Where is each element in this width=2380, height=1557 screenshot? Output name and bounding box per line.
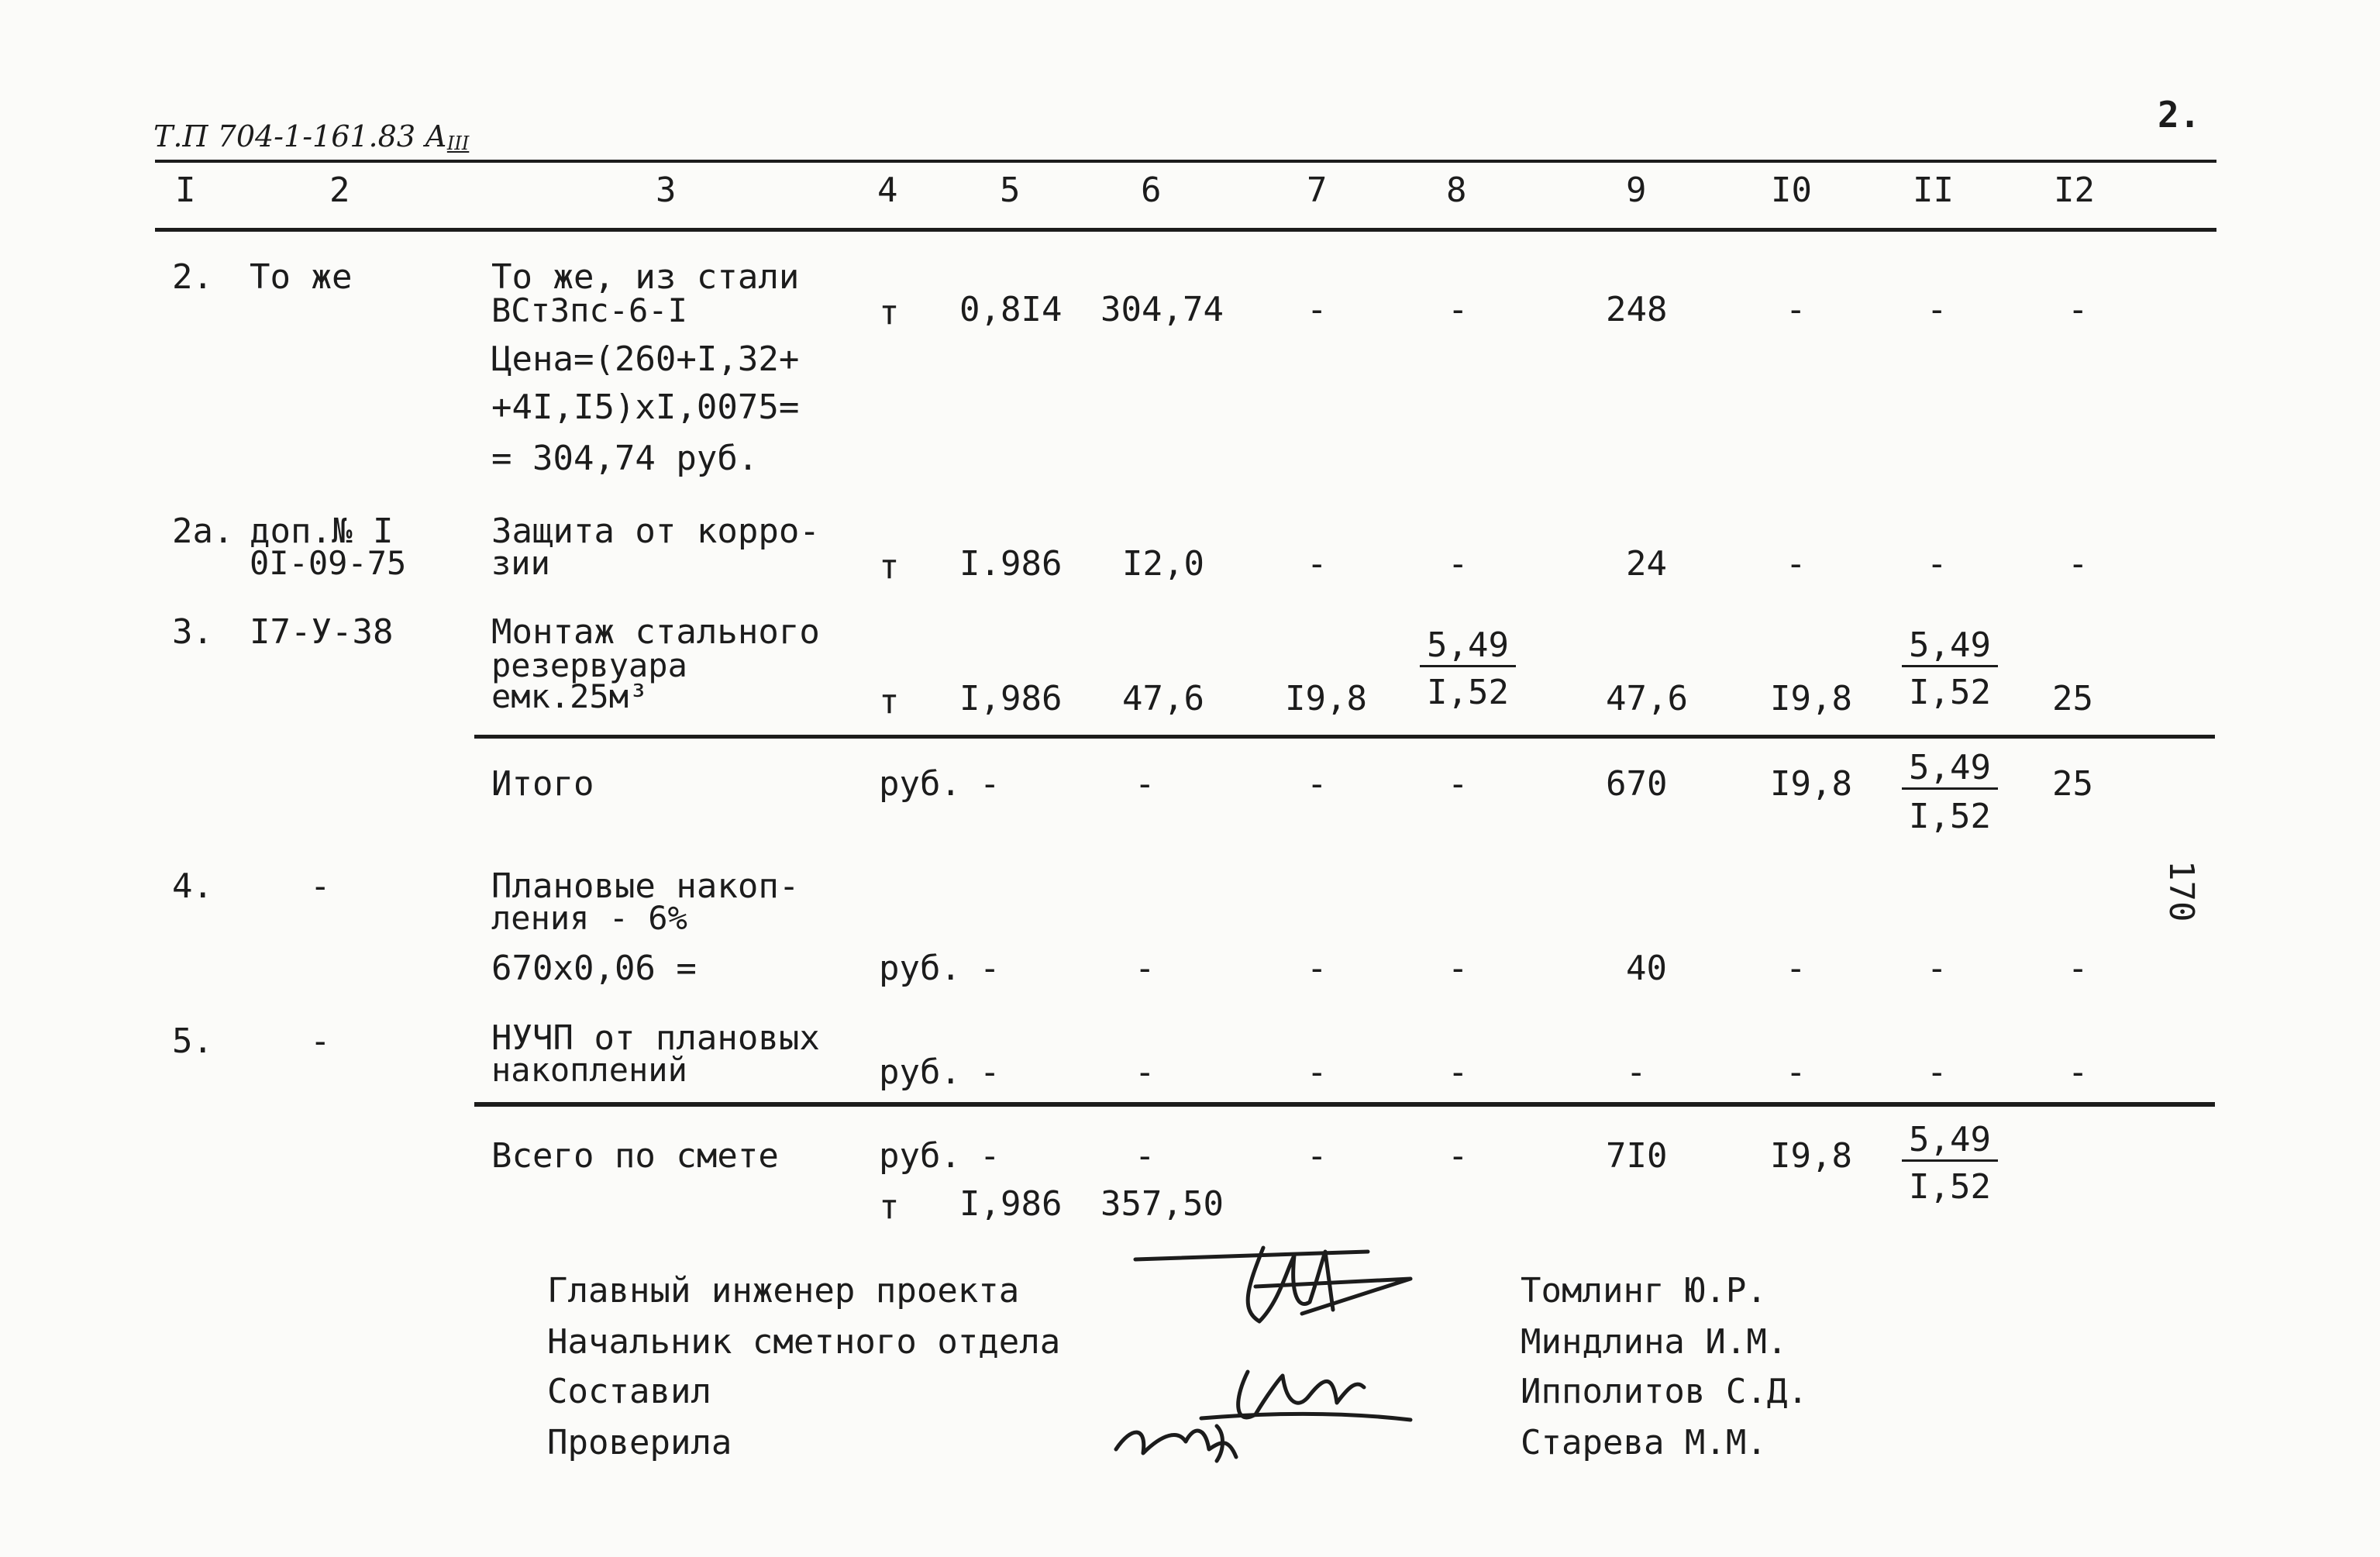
- cell-col5: -: [980, 764, 1001, 804]
- fraction-denominator: I,52: [1909, 797, 1991, 836]
- header-top-line: [155, 160, 2216, 163]
- cell-col10: I9,8: [1770, 679, 1852, 718]
- cell-col5: -: [980, 1136, 1001, 1176]
- column-number-9: 9: [1626, 171, 1647, 210]
- row-name-line: накоплений: [491, 1051, 687, 1089]
- header-bottom-line: [155, 228, 2216, 232]
- column-number-2: 2: [329, 171, 350, 210]
- row-name-line: Цена=(260+I,32+: [491, 339, 800, 379]
- unit: руб.: [879, 949, 961, 988]
- cell-col10: -: [1786, 1052, 1807, 1092]
- cell-col8-fraction: [1420, 626, 1516, 712]
- cell-col7: I9,8: [1285, 679, 1367, 718]
- row-name-line: +4I,I5)xI,0075=: [491, 388, 800, 427]
- fraction-denominator: I,52: [1427, 673, 1509, 712]
- row-name-line: зии: [491, 544, 550, 582]
- cell-col5: 0,8I4: [959, 290, 1063, 329]
- column-number-7: 7: [1307, 171, 1328, 210]
- cell-col7: -: [1307, 1052, 1328, 1092]
- cell-col6: -: [1135, 1052, 1156, 1092]
- cell-col9: 248: [1606, 290, 1668, 329]
- row-number: 4.: [172, 866, 213, 906]
- cell-col8: -: [1448, 1136, 1469, 1176]
- signature-role: Начальник сметного отдела: [547, 1322, 1061, 1362]
- fraction-numerator: 5,49: [1902, 749, 1998, 790]
- cell-col5: I.986: [959, 544, 1063, 584]
- cell-col11-fraction: [1902, 749, 1998, 836]
- document-code-main: Т.П 704-1-161.83 А: [153, 119, 447, 153]
- unit: руб.: [879, 764, 961, 804]
- cell-col10: -: [1786, 544, 1807, 584]
- signature-role: Главный инженер проекта: [547, 1271, 1020, 1311]
- fraction-numerator: 5,49: [1420, 626, 1516, 667]
- cell-col8: -: [1448, 949, 1469, 988]
- cell-col8: -: [1448, 290, 1469, 329]
- cell-col6: -: [1135, 764, 1156, 804]
- cell-col6: -: [1135, 949, 1156, 988]
- cell-col6: 47,6: [1122, 679, 1204, 718]
- row-code-line: доп.№ I: [250, 512, 394, 551]
- cell-col8: -: [1448, 764, 1469, 804]
- cell-col5: -: [980, 949, 1001, 988]
- row-code-line: 0I-09-75: [250, 544, 407, 582]
- row-name-line: ВСт3пс-6-I: [491, 291, 687, 329]
- page-number: 2.: [2158, 94, 2201, 136]
- unit: руб.: [879, 1052, 961, 1092]
- signature-role: Проверила: [547, 1423, 732, 1462]
- row-name-line: = 304,74 руб.: [491, 439, 759, 478]
- cell-col12: 25: [2052, 679, 2093, 718]
- unit: руб.: [879, 1136, 961, 1176]
- row-name-line: Защита от корро-: [491, 512, 820, 551]
- row-name-line: То же, из стали: [491, 257, 800, 297]
- column-number-1: I: [175, 171, 196, 210]
- cell-col9: 24: [1626, 544, 1667, 584]
- cell-col10: I9,8: [1770, 1136, 1852, 1176]
- cell-col12: 25: [2052, 764, 2093, 804]
- cell-col11-fraction: [1902, 626, 1998, 712]
- cell-col11: -: [1927, 949, 1948, 988]
- signature-scribble-icon: [1100, 1194, 1426, 1473]
- row-name-line: емк.25м³: [491, 677, 649, 715]
- column-number-4: 4: [877, 171, 898, 210]
- row-number: 5.: [172, 1021, 213, 1061]
- row-code: То же: [250, 257, 353, 297]
- signature-person: Томлинг Ю.Р.: [1521, 1271, 1767, 1311]
- row-number: 2а.: [172, 512, 234, 551]
- row-name-line: ления - 6%: [491, 899, 687, 937]
- row-name: Итого: [491, 764, 594, 804]
- cell-col8: -: [1448, 544, 1469, 584]
- row-number: 3.: [172, 612, 213, 652]
- cell-col5: -: [980, 1052, 1001, 1092]
- document-code-sub: III: [446, 133, 470, 154]
- cell-col12: -: [2068, 544, 2089, 584]
- fraction-numerator: 5,49: [1902, 626, 1998, 667]
- cell-col10: -: [1786, 949, 1807, 988]
- row-name-line: НУЧП от плановых: [491, 1018, 820, 1058]
- row-name-line: Плановые накоп-: [491, 866, 800, 906]
- row-name-line: резервуара: [491, 646, 687, 684]
- cell-col12: -: [2068, 290, 2089, 329]
- row-code: -: [310, 866, 331, 906]
- cell-col7: -: [1307, 290, 1328, 329]
- row-name-line: 670x0,06 =: [491, 949, 697, 988]
- row-name: Всего по смете: [491, 1136, 779, 1176]
- column-number-6: 6: [1141, 171, 1162, 210]
- document-code: [153, 118, 469, 162]
- cell-col6: 304,74: [1100, 290, 1224, 329]
- margin-page-number: 170: [2161, 860, 2201, 922]
- column-number-12: I2: [2054, 171, 2095, 210]
- cell-col12: -: [2068, 949, 2089, 988]
- signature-role: Составил: [547, 1372, 711, 1411]
- cell-col6: I2,0: [1122, 544, 1204, 584]
- row-name-line: Монтаж стального: [491, 612, 820, 652]
- signature-person: Миндлина И.М.: [1521, 1322, 1788, 1362]
- cell-col9: 40: [1626, 949, 1667, 988]
- column-number-10: I0: [1771, 171, 1812, 210]
- cell-col9: 670: [1606, 764, 1668, 804]
- cell-col6-second: 357,50: [1100, 1184, 1224, 1224]
- row-code: I7-У-38: [250, 612, 394, 652]
- subtotal-line: [474, 735, 2215, 739]
- cell-col11: -: [1927, 1052, 1948, 1092]
- cell-col6: -: [1135, 1136, 1156, 1176]
- row-code: -: [310, 1021, 331, 1061]
- cell-col11-fraction: [1902, 1121, 1998, 1207]
- cell-col5: I,986: [959, 679, 1063, 718]
- grand-total-line: [474, 1102, 2215, 1107]
- column-number-8: 8: [1446, 171, 1467, 210]
- fraction-denominator: I,52: [1909, 1167, 1991, 1207]
- column-number-5: 5: [1000, 171, 1021, 210]
- unit: т: [879, 293, 900, 332]
- unit: т: [879, 547, 900, 587]
- unit-second: т: [879, 1187, 900, 1227]
- cell-col9: 7I0: [1606, 1136, 1668, 1176]
- row-number: 2.: [172, 257, 213, 297]
- cell-col7: -: [1307, 949, 1328, 988]
- cell-col7: -: [1307, 544, 1328, 584]
- signature-person: Старева М.М.: [1521, 1423, 1767, 1462]
- cell-col9: 47,6: [1606, 679, 1688, 718]
- cell-col7: -: [1307, 1136, 1328, 1176]
- cell-col7: -: [1307, 764, 1328, 804]
- signature-person: Ипполитов С.Д.: [1521, 1372, 1808, 1411]
- fraction-numerator: 5,49: [1902, 1121, 1998, 1162]
- cell-col10: -: [1786, 290, 1807, 329]
- cell-col11: -: [1927, 544, 1948, 584]
- cell-col11: -: [1927, 290, 1948, 329]
- cell-col12: -: [2068, 1052, 2089, 1092]
- column-number-3: 3: [656, 171, 677, 210]
- cell-col10: I9,8: [1770, 764, 1852, 804]
- cell-col5-second: I,986: [959, 1184, 1063, 1224]
- cell-col8: -: [1448, 1052, 1469, 1092]
- cell-col9: -: [1626, 1052, 1647, 1092]
- column-number-11: II: [1913, 171, 1954, 210]
- fraction-denominator: I,52: [1909, 673, 1991, 712]
- unit: т: [879, 682, 900, 722]
